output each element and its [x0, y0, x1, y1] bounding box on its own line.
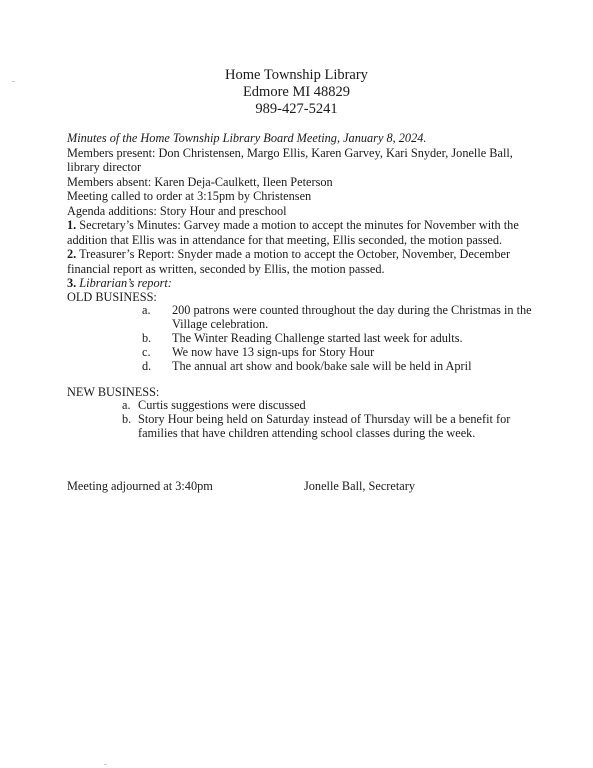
- library-name: Home Township Library: [225, 67, 368, 83]
- members-absent: Members absent: Karen Deja-Caulkett, Ileen Peterson: [67, 175, 333, 189]
- old-business-item-b: The Winter Reading Challenge started last week for adults.: [172, 331, 463, 345]
- new-business-heading: NEW BUSINESS:: [67, 385, 160, 399]
- new-business-item-a: Curtis suggestions were discussed: [138, 398, 306, 412]
- library-address: Edmore MI 48829: [242, 84, 351, 100]
- agenda-additions: Agenda additions: Story Hour and preschool: [67, 204, 287, 218]
- old-business-item-a-line2: Village celebration.: [172, 317, 269, 331]
- old-business-marker-a: a.: [142, 303, 151, 317]
- treasurer-report-line1: [67, 247, 510, 262]
- old-business-heading: OLD BUSINESS:: [67, 290, 157, 304]
- new-business-marker-b: b.: [122, 412, 132, 426]
- librarian-number: 3.: [67, 276, 77, 290]
- scan-speck: [104, 764, 107, 765]
- old-business-item-c: We now have 13 sign-ups for Story Hour: [172, 345, 375, 359]
- members-present-line2: library director: [67, 160, 142, 174]
- new-business-item-b-line1: Story Hour being held on Saturday instead of Thursday will be a benefit for: [138, 412, 511, 426]
- minutes-title-text: Minutes of the Home Township Library Board Meeting, January 8, 2024.: [67, 131, 427, 145]
- members-present-line1: Members present: Don Christensen, Margo Ellis, Karen Garvey, Kari Snyder, Jonelle Ball,: [67, 146, 513, 160]
- scan-speck: [12, 81, 15, 82]
- librarian-report-label: Librarian’s report:: [76, 276, 172, 290]
- old-business-item-a-line1: 200 patrons were counted throughout the day during the Christmas in the: [172, 303, 532, 317]
- treasurer-report-line2: financial report as written, seconded by Ellis, the motion passed.: [67, 262, 385, 276]
- librarian-report: [67, 276, 172, 291]
- old-business-item-d: The annual art show and book/bake sale will be held in April: [172, 359, 472, 373]
- new-business-item-b-line2: families that have children attending school classes during the week.: [138, 426, 476, 440]
- old-business-marker-c: c.: [142, 345, 151, 359]
- treasurer-number: 2.: [67, 247, 77, 261]
- library-phone: 989-427-5241: [255, 101, 338, 117]
- secretary-minutes-line1: [67, 218, 519, 233]
- meeting-adjourned: Meeting adjourned at 3:40pm: [67, 479, 213, 493]
- old-business-marker-d: d.: [142, 359, 152, 373]
- minutes-title: [67, 131, 426, 146]
- old-business-marker-b: b.: [142, 331, 152, 345]
- meeting-called: Meeting called to order at 3:15pm by Christensen: [67, 189, 312, 203]
- treasurer-report-text: Treasurer’s Report: Snyder made a motion to accept the October, November, December: [76, 247, 511, 261]
- secretary-number: 1.: [67, 218, 77, 232]
- new-business-marker-a: a.: [122, 398, 131, 412]
- secretary-signature-line: Jonelle Ball, Secretary: [304, 479, 415, 493]
- secretary-minutes-line2: addition that Ellis was in attendance for that meeting, Ellis seconded, the motion passed.: [67, 233, 503, 247]
- secretary-minutes-text: Secretary’s Minutes: Garvey made a motion to accept the minutes for November with the: [76, 218, 519, 232]
